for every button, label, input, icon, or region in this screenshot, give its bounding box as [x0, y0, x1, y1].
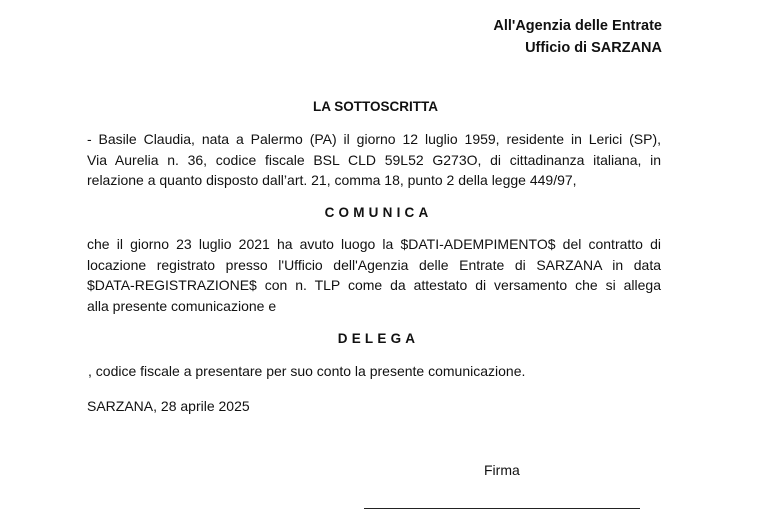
declarant-line: - Basile Claudia, nata a Palermo (PA) il giorno 12 luglio 1959, residente in Lerici (SP),	[87, 131, 661, 147]
delegate-line: , codice fiscale a presentare per suo conto la presente comunicazione.	[88, 363, 526, 379]
addressee-office: Ufficio di SARZANA	[525, 40, 662, 56]
communication-line: alla presente comunicazione e	[87, 297, 277, 314]
declarant-paragraph	[87, 129, 661, 191]
heading-communicates: COMUNICA	[324, 205, 433, 220]
communication-paragraph	[87, 234, 661, 316]
communication-line: locazione registrato presso l'Ufficio dell'Agenzia delle Entrate di SARZANA in data	[87, 256, 661, 273]
signature-line	[364, 508, 640, 509]
declarant-line: Via Aurelia n. 36, codice fiscale BSL CLD 59L52 G273O, di cittadinanza italiana, in	[87, 151, 661, 168]
addressee-block	[493, 15, 662, 59]
declarant-line: relazione a quanto disposto dall’art. 21, comma 18, punto 2 della legge 449/97,	[87, 172, 577, 188]
addressee-agency: All'Agenzia delle Entrate	[493, 18, 662, 34]
heading-delegates: DELEGA	[337, 331, 420, 346]
heading-undersigned: LA SOTTOSCRITTA	[313, 99, 438, 114]
place-date: SARZANA, 28 aprile 2025	[87, 398, 250, 414]
communication-line: $DATA-REGISTRAZIONE$ con n. TLP come da attestato di versamento che si allega	[87, 277, 661, 293]
delegate-paragraph	[88, 361, 662, 382]
signature-label: Firma	[484, 462, 520, 478]
communication-line: che il giorno 23 luglio 2021 ha avuto luogo la $DATI-ADEMPIMENTO$ del contratto di	[87, 236, 661, 252]
